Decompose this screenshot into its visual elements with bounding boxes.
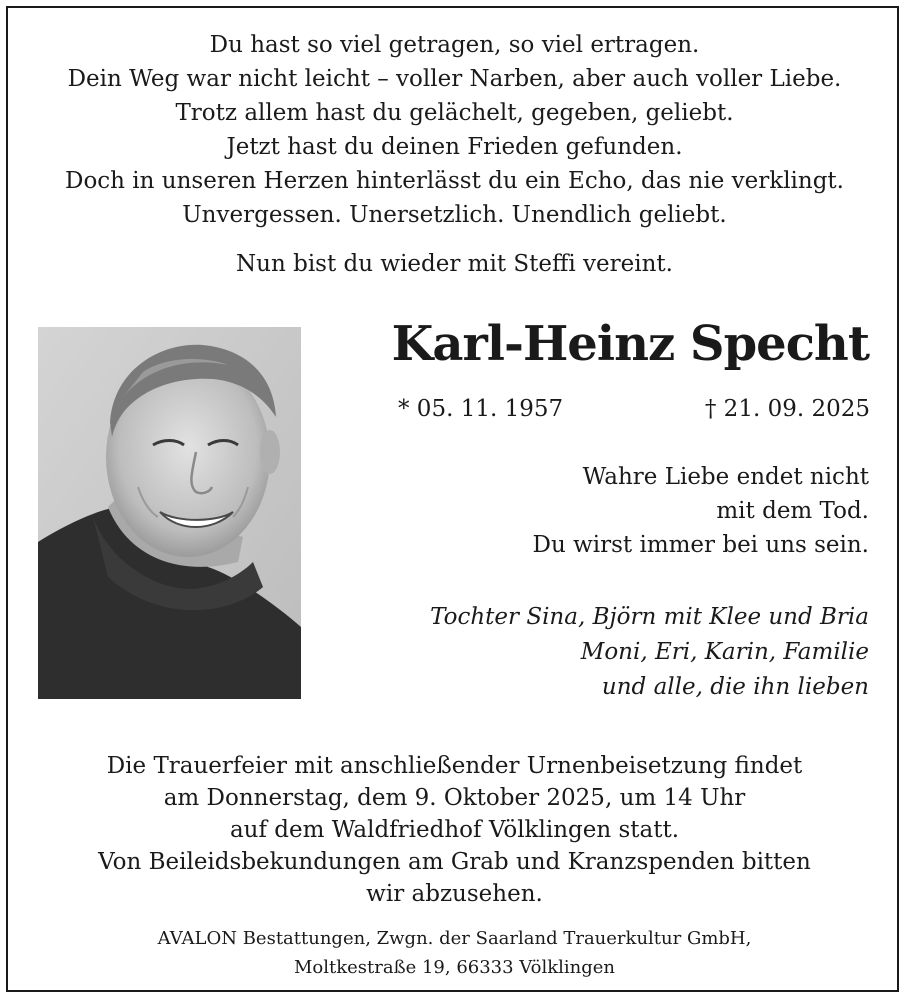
motto-line: Wahre Liebe endet nicht bbox=[582, 464, 869, 490]
service-line: auf dem Waldfriedhof Völklingen statt. bbox=[229, 817, 680, 843]
poem-line: Unvergessen. Unersetzlich. Unendlich geliebt. bbox=[182, 202, 727, 228]
death-date: † 21. 09. 2025 bbox=[704, 396, 870, 422]
motto-line: Du wirst immer bei uns sein. bbox=[532, 532, 869, 558]
deceased-name: Karl-Heinz Specht bbox=[391, 316, 869, 372]
funeral-service-info bbox=[0, 750, 909, 910]
poem bbox=[0, 28, 909, 232]
service-line: am Donnerstag, dem 9. Oktober 2025, um 14 Uhr bbox=[163, 785, 746, 811]
service-line: wir abzusehen. bbox=[366, 881, 543, 907]
portrait-photo bbox=[38, 327, 301, 699]
poem-line: Dein Weg war nicht leicht – voller Narben, aber auch voller Liebe. bbox=[67, 66, 842, 92]
poem-line: Doch in unseren Herzen hinterlässt du ein Echo, das nie verklingt. bbox=[65, 168, 844, 194]
mourners-line: Moni, Eri, Karin, Familie bbox=[580, 639, 869, 665]
poem-line: Du hast so viel getragen, so viel ertragen. bbox=[209, 32, 700, 58]
footer-line: AVALON Bestattungen, Zwgn. der Saarland Trauerkultur GmbH, bbox=[157, 928, 752, 949]
motto bbox=[533, 460, 870, 562]
mourners bbox=[430, 600, 869, 705]
motto-line: mit dem Tod. bbox=[716, 498, 869, 524]
poem-line: Trotz allem hast du gelächelt, gegeben, geliebt. bbox=[175, 100, 734, 126]
birth-date: * 05. 11. 1957 bbox=[398, 396, 564, 422]
service-line: Von Beileidsbekundungen am Grab und Kranzspenden bitten bbox=[98, 849, 811, 875]
service-line: Die Trauerfeier mit anschließender Urnenbeisetzung findet bbox=[106, 753, 803, 779]
reunion-line: Nun bist du wieder mit Steffi vereint. bbox=[236, 251, 673, 277]
poem-line: Jetzt hast du deinen Frieden gefunden. bbox=[226, 134, 683, 160]
funeral-home-footer bbox=[0, 924, 909, 982]
footer-line: Moltkestraße 19, 66333 Völklingen bbox=[293, 957, 616, 978]
mourners-line: Tochter Sina, Björn mit Klee und Bria bbox=[430, 604, 869, 630]
mourners-line: und alle, die ihn lieben bbox=[601, 674, 869, 700]
